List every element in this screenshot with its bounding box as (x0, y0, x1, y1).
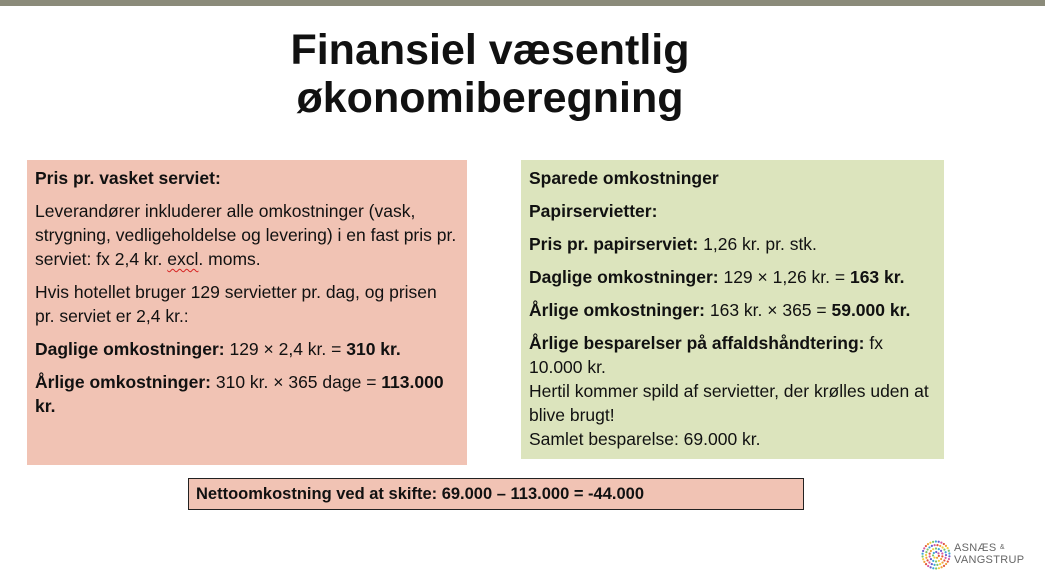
supplier-paragraph: Leverandører inkluderer alle omkostninger (vask, strygning, vedligeholdelse og levering) i en fast pris pr. serviet: fx 2,4 kr. excl. moms. (35, 201, 457, 269)
laundered-napkin-cost-box (27, 160, 467, 465)
left-heading: Pris pr. vasket serviet: (35, 168, 221, 188)
top-accent-bar (0, 0, 1045, 6)
company-logo (920, 538, 1030, 572)
paper-napkin-price: Pris pr. papirserviet: 1,26 kr. pr. stk. (529, 234, 817, 254)
slide-title (180, 26, 800, 122)
saved-costs-box (521, 160, 944, 459)
extra-waste-note: Hertil kommer spild af servietter, der krølles uden at blive brugt! (529, 381, 929, 425)
right-annual-cost: Årlige omkostninger: 163 kr. × 365 = 59.000 kr. (529, 300, 911, 320)
logo-text: ASNÆS & VANGSTRUP (954, 542, 1025, 566)
right-heading: Sparede omkostninger (529, 168, 719, 188)
net-cost-box: Nettoomkostning ved at skifte: 69.000 – 113.000 = -44.000 (188, 478, 804, 510)
logo-dots-icon (920, 538, 952, 572)
title-line-1: Finansiel væsentlig (290, 26, 690, 74)
spellcheck-word: excl (167, 249, 199, 269)
left-annual-cost: Årlige omkostninger: 310 kr. × 365 dage = 113.000 kr. (35, 372, 444, 416)
left-daily-cost: Daglige omkostninger: 129 × 2,4 kr. = 310 kr. (35, 339, 401, 359)
total-savings: Samlet besparelse: 69.000 kr. (529, 429, 761, 449)
right-daily-cost: Daglige omkostninger: 129 × 1,26 kr. = 163 kr. (529, 267, 905, 287)
waste-savings: Årlige besparelser på affaldshåndtering: fx 10.000 kr. (529, 333, 883, 377)
right-subheading: Papirservietter: (529, 201, 658, 221)
usage-paragraph: Hvis hotellet bruger 129 servietter pr. dag, og prisen pr. serviet er 2,4 kr.: (35, 282, 437, 326)
title-line-2: økonomiberegning (296, 74, 684, 122)
